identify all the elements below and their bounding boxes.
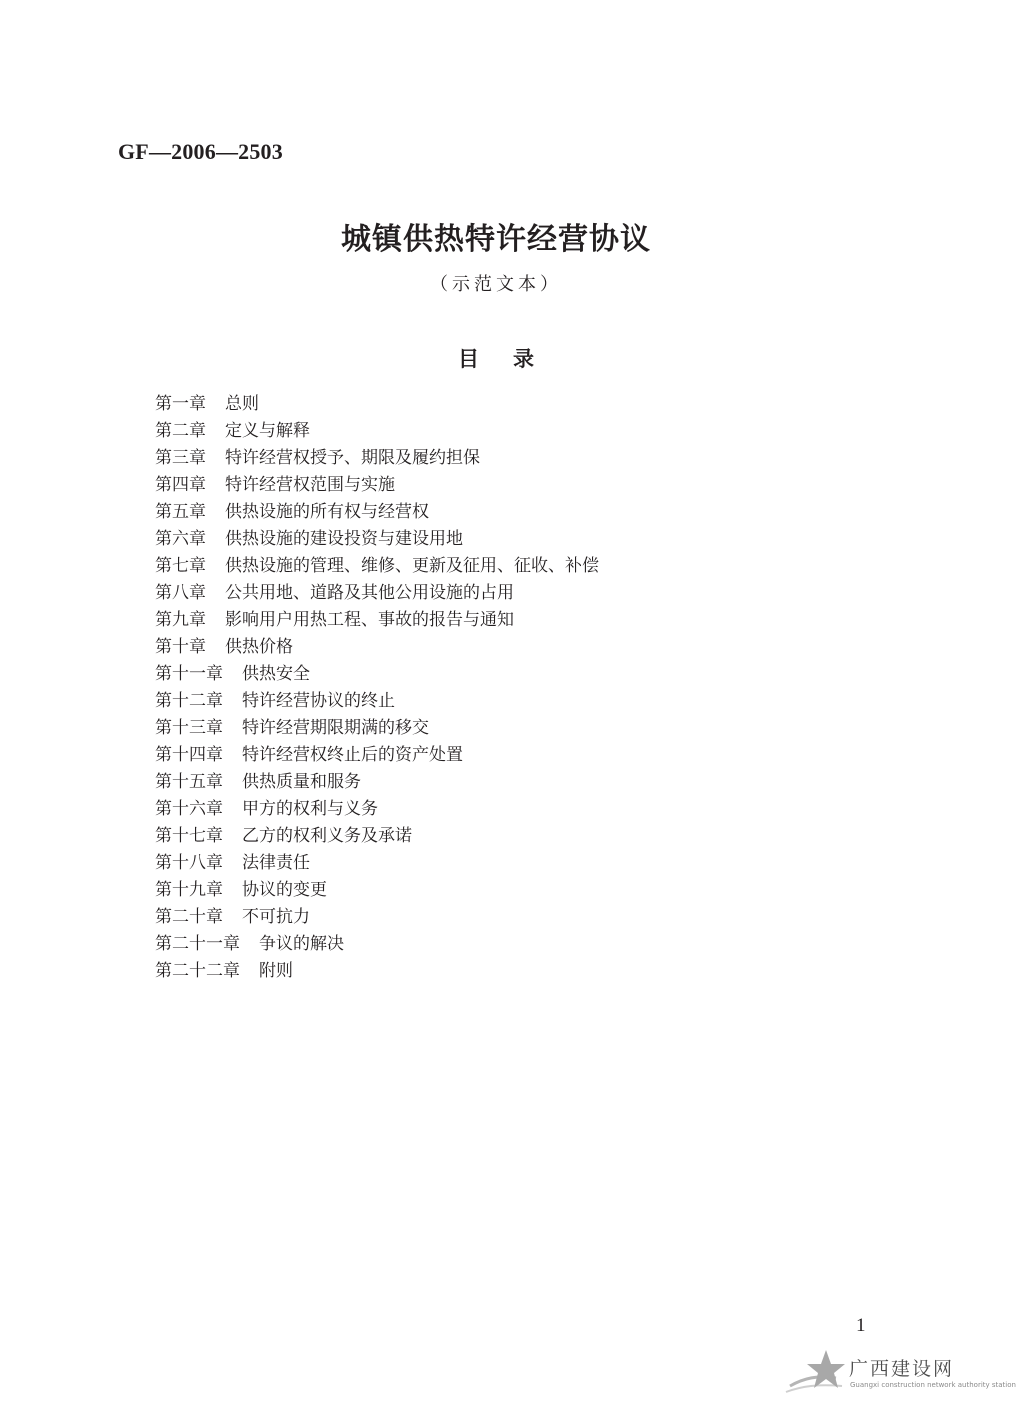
toc-item — [155, 742, 599, 769]
star-swoosh-logo-icon — [784, 1348, 848, 1398]
chapter-title: 供热设施的所有权与经营权 — [225, 502, 429, 522]
chapter-number: 第十五章 — [155, 772, 223, 792]
chapter-title: 特许经营权范围与实施 — [225, 475, 395, 495]
toc-item — [155, 607, 599, 634]
chapter-number: 第十三章 — [155, 718, 223, 738]
chapter-number: 第五章 — [155, 502, 206, 522]
toc-item — [155, 580, 599, 607]
toc-item — [155, 445, 599, 472]
toc-heading-char: 目 — [458, 347, 479, 371]
chapter-title: 特许经营协议的终止 — [242, 691, 395, 711]
chapter-title: 协议的变更 — [242, 880, 327, 900]
chapter-title: 影响用户用热工程、事故的报告与通知 — [225, 610, 514, 630]
chapter-number: 第四章 — [155, 475, 206, 495]
chapter-number: 第十八章 — [155, 853, 223, 873]
page-number: 1 — [856, 1315, 866, 1336]
toc-item — [155, 823, 599, 850]
chapter-number: 第十九章 — [155, 880, 223, 900]
toc-item — [155, 769, 599, 796]
chapter-number: 第二十一章 — [155, 934, 240, 954]
chapter-number: 第八章 — [155, 583, 206, 603]
chapter-title: 供热设施的管理、维修、更新及征用、征收、补偿 — [225, 556, 599, 576]
chapter-title: 附则 — [259, 961, 293, 981]
toc-heading-char: 录 — [513, 347, 534, 371]
toc-heading — [0, 343, 992, 373]
toc-item — [155, 526, 599, 553]
toc-item — [155, 688, 599, 715]
chapter-number: 第七章 — [155, 556, 206, 576]
chapter-number: 第二章 — [155, 421, 206, 441]
chapter-number: 第十章 — [155, 637, 206, 657]
chapter-title: 定义与解释 — [225, 421, 310, 441]
toc-item — [155, 715, 599, 742]
toc-item — [155, 661, 599, 688]
chapter-number: 第十六章 — [155, 799, 223, 819]
watermark-name: 广西建设网 — [849, 1358, 955, 1380]
toc-item — [155, 418, 599, 445]
toc-item — [155, 472, 599, 499]
chapter-number: 第九章 — [155, 610, 206, 630]
chapter-title: 特许经营期限期满的移交 — [242, 718, 429, 738]
chapter-number: 第一章 — [155, 394, 206, 414]
chapter-number: 第二十章 — [155, 907, 223, 927]
document-code: GF—2006—2503 — [118, 139, 283, 164]
toc-item — [155, 850, 599, 877]
document-title: 城镇供热特许经营协议 — [341, 222, 651, 257]
chapter-title: 供热质量和服务 — [242, 772, 361, 792]
chapter-number: 第三章 — [155, 448, 206, 468]
chapter-number: 第十四章 — [155, 745, 223, 765]
chapter-title: 不可抗力 — [242, 907, 310, 927]
toc-item — [155, 499, 599, 526]
chapter-number: 第十二章 — [155, 691, 223, 711]
watermark — [784, 1348, 1016, 1398]
chapter-title: 供热安全 — [242, 664, 310, 684]
toc-item — [155, 553, 599, 580]
chapter-number: 第十七章 — [155, 826, 223, 846]
chapter-title: 争议的解决 — [259, 934, 344, 954]
chapter-number: 第十一章 — [155, 664, 223, 684]
chapter-title: 法律责任 — [242, 853, 310, 873]
toc-item — [155, 877, 599, 904]
toc-item — [155, 958, 599, 985]
toc-item — [155, 796, 599, 823]
toc-item — [155, 904, 599, 931]
toc-item — [155, 931, 599, 958]
document-subtitle: （示范文本） — [430, 274, 562, 295]
chapter-title: 总则 — [225, 394, 259, 414]
watermark-slogan: Guangxi construction network authority station — [850, 1381, 1016, 1389]
chapter-title: 特许经营权授予、期限及履约担保 — [225, 448, 480, 468]
chapter-title: 乙方的权利义务及承诺 — [242, 826, 412, 846]
chapter-number: 第二十二章 — [155, 961, 240, 981]
chapter-title: 特许经营权终止后的资产处置 — [242, 745, 463, 765]
toc-item — [155, 391, 599, 418]
chapter-title: 供热价格 — [225, 637, 293, 657]
chapter-title: 公共用地、道路及其他公用设施的占用 — [225, 583, 514, 603]
table-of-contents — [155, 391, 599, 985]
chapter-number: 第六章 — [155, 529, 206, 549]
chapter-title: 甲方的权利与义务 — [242, 799, 378, 819]
chapter-title: 供热设施的建设投资与建设用地 — [225, 529, 463, 549]
toc-item — [155, 634, 599, 661]
